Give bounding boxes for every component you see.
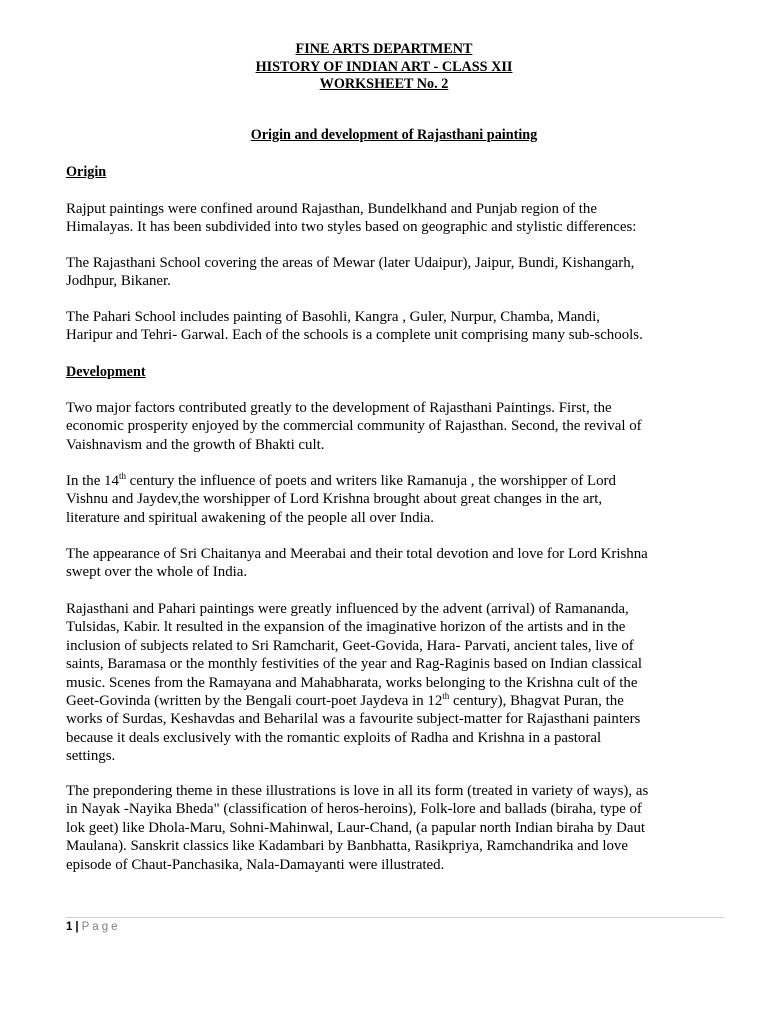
- development-paragraph-4: [66, 600, 736, 766]
- text-line: Two major factors contributed greatly to the development of Rajasthani Paintings. First, the: [66, 400, 612, 416]
- text-line: The prepondering theme in these illustrations is love in all its form (treated in variety of ways), as: [66, 783, 649, 799]
- development-paragraph-2: [66, 472, 736, 527]
- text-line: [66, 692, 736, 710]
- page-footer: [66, 920, 120, 934]
- text-line: saints, Baramasa or the monthly festivities of the year and Rag-Raginis based on Indian classical: [66, 656, 643, 673]
- text-line: Vaishnavism and the growth of Bhakti cult.: [66, 436, 325, 453]
- text-line: in Nayak -Nayika Bheda" (classification of heros-heroins), Folk-lore and ballads (biraha, type of: [66, 801, 642, 818]
- page-label: Page: [81, 921, 121, 933]
- text-line: settings.: [66, 748, 116, 765]
- text-line: Rajput paintings were confined around Rajasthan, Bundelkhand and Punjab region of the: [66, 201, 597, 217]
- text-line: Maulana). Sanskrit classics like Kadambari by Banbhatta, Rasikpriya, Ramchandrika and love: [66, 838, 628, 855]
- text-line: inclusion of subjects related to Sri Ramcharit, Geet-Govida, Hara- Parvati, ancient tales, live of: [66, 637, 634, 654]
- text-fragment: In the 14: [66, 473, 119, 489]
- page-number: 1: [66, 921, 73, 933]
- text-line: The Pahari School includes painting of Basohli, Kangra , Guler, Nurpur, Chamba, Mandi,: [66, 309, 600, 325]
- course-title: HISTORY OF INDIAN ART - CLASS XII: [255, 58, 513, 75]
- origin-paragraph-3: [66, 308, 736, 345]
- text-fragment: century the influence of poets and writers like Ramanuja , the worshipper of Lord: [125, 473, 616, 489]
- text-line: The appearance of Sri Chaitanya and Meerabai and their total devotion and love for Lord Krishna: [66, 546, 648, 562]
- text-line: music. Scenes from the Ramayana and Mahabharata, works belonging to the Krishna cult of the: [66, 674, 638, 691]
- text-line: Jodhpur, Bikaner.: [66, 273, 171, 290]
- text-line: works of Surdas, Keshavdas and Beharilal was a favourite subject-matter for Rajasthani painters: [66, 711, 641, 728]
- text-line: [66, 472, 736, 490]
- worksheet-title: Origin and development of Rajasthani painting: [250, 127, 538, 143]
- footer-separator: |: [75, 921, 79, 933]
- development-heading: Development: [66, 364, 146, 380]
- footer-divider: [66, 917, 724, 918]
- text-line: Himalayas. It has been subdivided into two styles based on geographic and stylistic differences:: [66, 219, 637, 236]
- origin-paragraph-2: [66, 254, 736, 291]
- worksheet-number: WORKSHEET No. 2: [319, 76, 449, 92]
- ordinal-suffix: th: [118, 471, 126, 481]
- text-fragment: Geet-Govinda (written by the Bengali court-poet Jaydeva in 12: [66, 693, 443, 710]
- development-paragraph-5: [66, 782, 736, 874]
- text-line: lok geet) like Dhola-Maru, Sohni-Mahinwal, Laur-Chand, (a papular north Indian biraha by Daut: [66, 819, 646, 836]
- text-line: because it deals exclusively with the romantic exploits of Radha and Krishna in a pastoral: [66, 729, 602, 746]
- text-line: swept over the whole of India.: [66, 564, 248, 581]
- text-line: Haripur and Tehri- Garwal. Each of the schools is a complete unit comprising many sub-schools.: [66, 327, 643, 344]
- text-line: Tulsidas, Kabir. lt resulted in the expansion of the imaginative horizon of the artists and in the: [66, 619, 626, 636]
- text-line: economic prosperity enjoyed by the commercial community of Rajasthan. Second, the revival of: [66, 418, 642, 435]
- document-header: [0, 41, 768, 94]
- text-fragment: century), Bhagvat Puran, the: [449, 693, 624, 710]
- ordinal-suffix: th: [442, 691, 450, 702]
- origin-paragraph-1: [66, 200, 736, 237]
- development-paragraph-3: [66, 545, 736, 582]
- text-line: literature and spiritual awakening of the people all over India.: [66, 509, 434, 526]
- text-line: Rajasthani and Pahari paintings were greatly influenced by the advent (arrival) of Ramananda,: [66, 601, 629, 617]
- department-title: FINE ARTS DEPARTMENT: [295, 41, 473, 57]
- development-paragraph-1: [66, 399, 736, 454]
- text-line: Vishnu and Jaydev,the worshipper of Lord Krishna brought about great changes in the art,: [66, 491, 603, 508]
- origin-heading: Origin: [66, 164, 107, 180]
- text-line: episode of Chaut-Panchasika, Nala-Damayanti were illustrated.: [66, 856, 445, 873]
- text-line: The Rajasthani School covering the areas of Mewar (later Udaipur), Jaipur, Bundi, Kishangarh,: [66, 255, 635, 271]
